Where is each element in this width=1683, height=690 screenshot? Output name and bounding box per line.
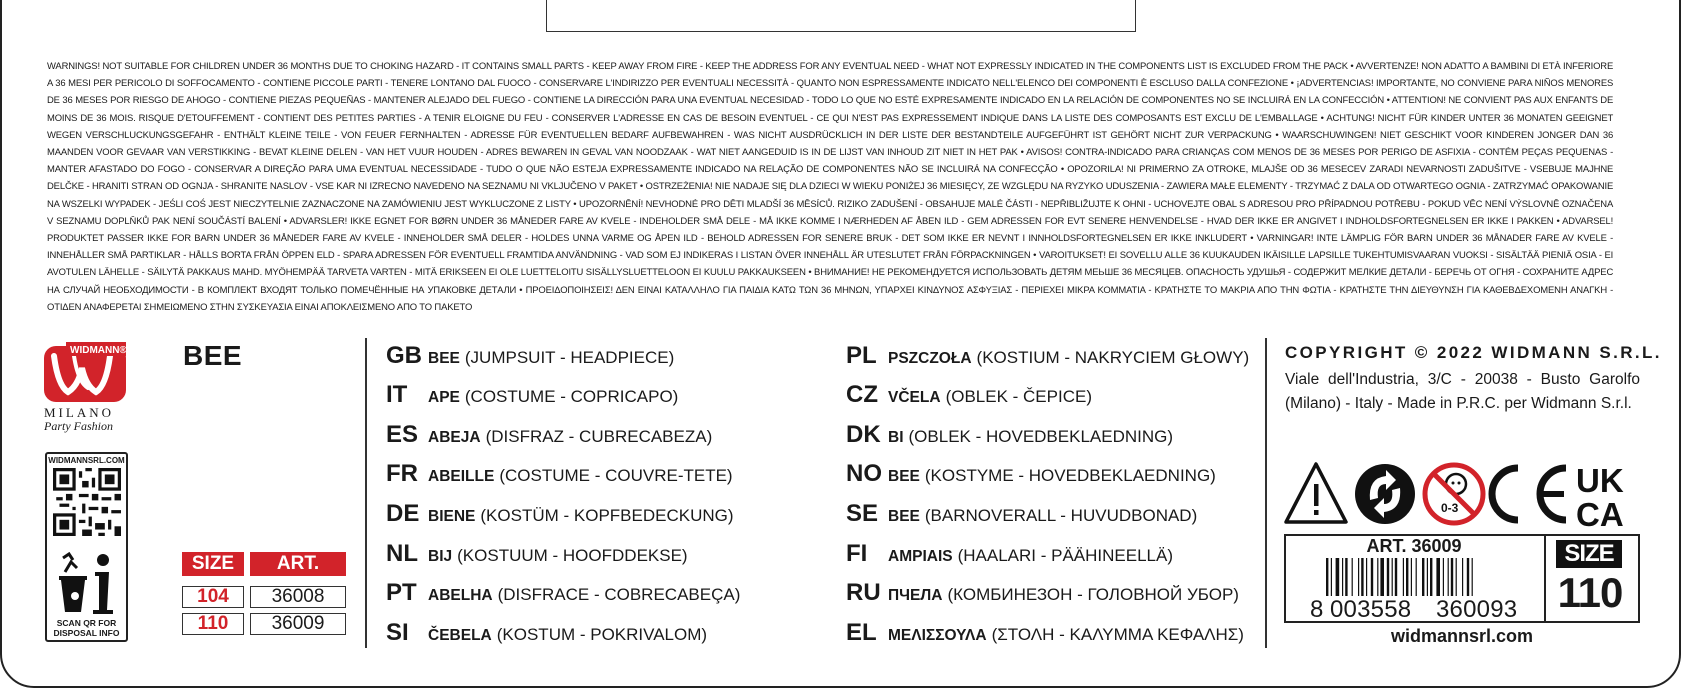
lang-code: FI bbox=[846, 540, 868, 567]
barcode-bar bbox=[1436, 558, 1440, 596]
language-row-dk bbox=[846, 421, 1173, 447]
size-badge-value: 110 bbox=[1557, 569, 1623, 616]
lang-code: PT bbox=[386, 579, 417, 606]
lang-code: ES bbox=[386, 421, 419, 448]
lang-name: ČEBELA bbox=[428, 627, 492, 644]
scan-line-1: SCAN QR FOR bbox=[56, 618, 117, 628]
lang-code: PL bbox=[846, 342, 877, 369]
language-row-nl bbox=[386, 540, 688, 566]
language-row-es bbox=[386, 421, 712, 447]
lang-desc: (COSTUME - COUVRE-TETE) bbox=[499, 466, 733, 485]
lang-code: SE bbox=[846, 500, 879, 527]
barcode-first-digit: 8 bbox=[1310, 596, 1324, 623]
lang-desc: (OBLEK - HOVEDBEKLAEDNING) bbox=[908, 427, 1174, 446]
barcode-bar bbox=[1406, 558, 1408, 596]
lang-code: DK bbox=[846, 421, 881, 448]
language-row-fr bbox=[386, 460, 733, 486]
language-row-ru bbox=[846, 579, 1239, 605]
not-for-under-3-icon bbox=[1425, 465, 1483, 523]
lang-name: ABEILLE bbox=[428, 468, 495, 485]
language-row-fi bbox=[846, 540, 1173, 566]
lang-name: PSZCZOŁA bbox=[888, 350, 972, 367]
barcode-icon bbox=[1324, 558, 1534, 596]
qr-disposal-panel bbox=[45, 452, 128, 642]
safety-warnings-text: WARNINGS! NOT SUITABLE FOR CHILDREN UNDER 36 MONTHS DUE TO CHOKING HAZARD - IT CONTAINS SMALL PARTS - KEEP AWAY FROM FIRE - KEEP THE ADDRESS FOR ANY EVENTUAL NEED - WHAT NOT EXPRESSLY INDICATED IN THE COMPONENTS LIST IS EXCLUDED FROM THE PACK • AVVERTENZE! NON ADATTO A BAMBINI DI ETÀ INFERIORE A 36 MESI PER PERICOLO DI SOFFOCAMENTO - CONTIENE PICCOLE PARTI - TENERE LONTANO DAL FUOCO - CONSERVARE L'INDIRIZZO PER EVENTUALI NECESSITÀ - QUANTO NON ESPRESSAMENTE INDICATO NELL'ELENCO DEI COMPONENTI È ESCLUSO DALLA CONFEZIONE • ¡ADVERTENCIAS! IMPORTANTE, NO CONVIENE PARA NIÑOS MENORES DE 36 MESES POR RIESGO DE AHOGO - CONTIENE PIEZAS PEQUEÑAS - MANTENER ALEJADO DEL FUEGO - CONTIENE LA DIRECCIÓN PARA UNA EVENTUAL NECESIDAD - TODO LO QUE NO ESTÉ EXPRESAMENTE INDICADO EN LA RELACIÓN DE COMPONENTES NO SE INCLUIRÁ EN LA CONFECCIÓN • ATTENTION! NE CONVIENT PAS AUX ENFANTS DE MOINS DE 36 MOIS. RISQUE D'ETOUFFEMENT - CONTIENT DES PETITES PARTIES - A TENIR ELOIGNE DU FEU - CONSERVER L'ADRESSE EN CAS DE BESOIN EVENTUEL - CE QUI N'EST PAS EXPRESSEMENT INDIQUE DANS LA LISTE DES COMPOSANTS EST EXCLU DE L'EMBALLAGE • ACHTUNG! NICHT FÜR KINDER UNTER 36 MONATEN GEEIGNET WEGEN VERSCHLUCKUNGSGEFAHR - ENTHÄLT KLEINE TEILE - VON FEUER FERNHALTEN - ADRESSE FÜR EVENTUELLEN BEDARF AUFBEWAHREN - WAS NICHT AUSDRÜCKLICH IN DER LISTE DER BESTANDTEILE AUFGEFÜHRT IST GEHÖRT NICHT ZUR VERPACKUNG • WAARSCHUWINGEN! NIET GESCHIKT VOOR KINDEREN JONGER DAN 36 MAANDEN VOOR GEVAAR VAN VERSTIKKING - BEVAT KLEINE DELEN - VAN HET VUUR HOUDEN - ADRES BEWAREN IN GEVAL VAN NOODZAAK - WAT NIET AANGEDUID IS IN DE LIJST VAN INHOUD ZIT NIET IN HET PAK • AVISOS! CONTRA-INDICADO PARA CRIANÇAS COM MENOS DE 36 MESES POR PERIGO DE ASFIXIA - CONTÉM PEÇAS PEQUENAS - MANTER AFASTADO DO FOGO - CONSERVAR A DIREÇÃO PARA UMA EVENTUAL NECESSIDADE - TUDO O QUE NÃO ESTEJA EXPRESSAMENTE INDICADO NA RELAÇÃO DE COMPONENTES NÃO SE INCLUIRÁ NA CONFECÇÃO • OPOZORILA! NI PRIMERNO ZA OTROKE, MLAJŠE OD 36 MESECEV ZARADI NEVARNOSTI ZADUŠITVE - VSEBUJE MAJHNE DELČKE - HRANITI STRAN OD OGNJA - SHRANITE NASLOV - VSE KAR NI IZRECNO NAVEDENO NA SEZNAMU NI VKLJUČENO V PAKET • OSTRZEŻENIA! NIE NADAJE SIĘ DLA DZIECI W WIEKU PONIŻEJ 36 MIESIĘCY, ZE WZGLĘDU NA RYZYKO UDUSZENIA - ZAWIERA MAŁE ELEMENTY - TRZYMAĆ Z DALA OD OTWARTEGO OGNIA - ZATRZYMAĆ OPAKOWANIE NA WSZELKI WYPADEK - JEŚLI COŚ JEST NIECZYTELNIE ZAZNACZONE NA ZAMÓWIENIU JEST WYKLUCZONE Z LISTY • UPOZORNĚNÍ! NEVHODNÉ PRO DĚTI MLADŠÍ 36 MĚSÍCŮ. RIZIKO ZADUŠENÍ - OBSAHUJE MALÉ ČÁSTI - NEPŘIBLIŽUJTE K OHNI - UCHOVEJTE OBAL S ADRESOU PRO PŘÍPADNOU POTŘEBU - POKUD VĚC NENÍ VÝSLOVNĚ OZNAČENA V SEZNAMU DOPLŇKŮ PAK NENÍ SOUČÁSTÍ BALENÍ • ADVARSLER! IKKE EGNET FOR BØRN UNDER 36 MÅNEDER FARE AV KVELE - INDEHOLDER SMÅ DELE - MÅ IKKE KOMME I NÆRHEDEN AF ÅBEN ILD - GEM ADRESSEN FOR EVT SENERE HENVENDELSE - HVAD DER IKKE ER ANGIVET I INDHOLDSFORTEGNELSEN ER IKKE I PAKKEN • ADVARSEL! PRODUKTET PASSER IKKE FOR BARN UNDER 36 MÅNEDER FARE AV KVELE - INNEHOLDER SMÅ DELER - HOLDES UNNA VARME OG ÅPEN ILD - BEHOLD ADRESSEN FOR SENERE BRUK - DET SOM IKKE ER NEVNT I INNHOLDSFORTEGNELSEN ER IKKE INKLUDERT • VARNINGAR! INTE LÄMPLIG FÖR BARN UNDER 36 MÅNADER FARE AV KVELE - INNEHÅLLER SMÅ PARTIKLAR - HÅLLS BORTA FRÅN ÖPPEN ELD - SPARA ADRESSEN FÖR EVENTUELL FRAMTIDA ANVÄNDNING - VAD SOM EJ INDIKERAS I LISTAN ÖVER INNEHÅLL ÄR UTESLUTET FRÅN FÖRPACKNINGEN • VAROITUKSET! EI SOVELLU ALLE 36 KUUKAUDEN IKÄISILLE LAPSILLE TUKEHTUMISVAARAN VUOKSI - SISÄLTÄÄ PIENIÄ OSIA - EI AVOTULEN LÄHELLE - SÄILYTÄ PAKKAUS MAHD. MYÖHEMPÄÄ TARVETA VARTEN - MITÄ ERIKSEEN EI OLE LUETTELOITU SISÄLLYSLUETTELOON EI KUULU PAKKAUKSEEN • ВНИМАНИЕ! НЕ РЕКОМЕНДУЕТСЯ ИСПОЛЬЗОВАТЬ ДЕТЯМ МЕЬШЕ 36 МЕСЯЦЕВ. ОПАСНОСТЬ УДУШЬЯ - СОДЕРЖИТ МЕЛКИЕ ДЕТАЛИ - БЕРЕЧЬ ОТ ОГНЯ - СОХРАНИТЕ АДРЕС НА СЛУЧАЙ НЕОБХОДИМОСТИ - В КОМПЛЕКТ ВХОДЯТ ТОЛЬКО ПОМЕЧЁННЫЕ НА УПАКОВКЕ ДЕТАЛИ • ΠΡΟΕΙΔΟΠΟΙΗΣΕΙΣ! ΔΕΝ ΕΙΝΑΙ ΚΑΤΑΛΛΗΛΟ ΓΙΑ ΠΑΙΔΙΑ ΚΑΤΩ ΤΩΝ 36 ΜΗΝΩΝ, ΥΠΑΡΧΕΙ ΚΙΝΔΥΝΟΣ ΑΣΦΥΞΙΑΣ - ΠΕΡΙΕΧΕΙ ΜΙΚΡΑ ΚΟΜΜΑΤΙΑ - ΚΡΑΤΗΣΤΕ ΤΟ ΜΑΚΡΙΑ ΑΠΟ ΤΗΝ ΦΩΤΙΑ - ΚΡΑΤΗΣΤΕ ΤΗΝ ΔΙΕΥΘΥΝΣΗ ΓΙΑ ΚΑΘΕΒΔΕΧΟΜΕΝΗ ΑΝΑΓΚΗ - ΟΤΙΔΕΝ ΑΝΑΦΕΡΕΤΑΙ ΣΗΜΕΙΩΜΕΝΟ ΣΤΗΝ ΣΥΣΚΕΥΑΣΙΑ ΕΙΝΑΙ ΑΠΟΚΛΕΙΣΜΕΝΟ ΑΠΟ ΤΟ ΠΑΚΕΤΟ bbox=[47, 61, 1614, 313]
lang-name: BI bbox=[888, 429, 904, 446]
qr-url-label: WIDMANNSRL.COM bbox=[48, 456, 125, 465]
language-row-no bbox=[846, 460, 1216, 486]
lang-desc: (DISFRAZ - CUBRECABEZA) bbox=[485, 427, 713, 446]
lang-name: VČELA bbox=[888, 389, 941, 406]
size-cell: 110 bbox=[182, 613, 244, 635]
language-row-si bbox=[386, 619, 707, 645]
language-row-pl bbox=[846, 342, 1249, 368]
barcode-bar bbox=[1411, 558, 1412, 596]
barcode-bar bbox=[1422, 558, 1424, 596]
language-row-cz bbox=[846, 381, 1092, 407]
lang-code: RU bbox=[846, 579, 881, 606]
language-row-gb bbox=[386, 342, 674, 368]
warning-icon bbox=[1286, 464, 1346, 522]
lang-code: NL bbox=[386, 540, 418, 567]
barcode-bar bbox=[1467, 558, 1469, 596]
barcode-group-2: 360093 bbox=[1436, 596, 1518, 623]
lang-desc: (ΣΤΟΛΗ - ΚΑΛΥΜΜΑ ΚΕΦΑΛΗΣ) bbox=[991, 625, 1244, 644]
lang-code: GB bbox=[386, 342, 422, 369]
art-cell: 36009 bbox=[250, 613, 346, 635]
barcode-bar bbox=[1403, 558, 1404, 596]
scan-line-2: DISPOSAL INFO bbox=[53, 628, 120, 638]
art-header: ART. bbox=[250, 552, 346, 576]
barcode-bar bbox=[1352, 558, 1353, 596]
lang-name: BEE bbox=[888, 468, 920, 485]
size-header: SIZE bbox=[182, 552, 244, 576]
language-row-el bbox=[846, 619, 1244, 645]
lang-name: AMPIAIS bbox=[888, 548, 953, 565]
website-url[interactable]: widmannsrl.com bbox=[1390, 626, 1534, 646]
copyright-title: COPYRIGHT © 2022 WIDMANN S.R.L. bbox=[1285, 343, 1662, 362]
barcode-bar bbox=[1326, 558, 1328, 596]
size-badge-label: SIZE bbox=[1556, 540, 1622, 568]
qr-code-icon[interactable] bbox=[53, 468, 121, 536]
scan-qr-text bbox=[47, 618, 126, 638]
barcode-bar bbox=[1342, 558, 1343, 596]
barcode-bar bbox=[1345, 558, 1347, 596]
lang-desc: (DISFRACE - COBRECABEÇA) bbox=[497, 585, 741, 604]
barcode-divider bbox=[1544, 536, 1546, 621]
column-divider bbox=[1265, 338, 1267, 648]
language-row-pt bbox=[386, 579, 740, 605]
lang-desc: (HAALARI - PÄÄHINEELLÄ) bbox=[957, 546, 1174, 565]
barcode-bar bbox=[1443, 558, 1444, 596]
lang-desc: (KOSTYME - HOVEDBEKLAEDNING) bbox=[924, 466, 1216, 485]
lang-name: APE bbox=[428, 389, 460, 406]
copyright-address: Viale dell'Industria, 3/C - 20038 - Busto Garolfo (Milano) - Italy - Made in P.R.C. per Widmann S.r.l. bbox=[1285, 371, 1640, 412]
lang-desc: (COSTUME - COPRICAPO) bbox=[464, 387, 679, 406]
lang-desc: (KOSTUM - POKRIVALOM) bbox=[496, 625, 708, 644]
column-divider bbox=[365, 338, 367, 648]
lang-name: BIJ bbox=[428, 548, 453, 565]
barcode-bar bbox=[1448, 558, 1449, 596]
logo-text: WIDMANN® bbox=[70, 345, 127, 356]
lang-name: BIENE bbox=[428, 508, 476, 525]
barcode-bar bbox=[1395, 558, 1397, 596]
barcode-bar bbox=[1416, 558, 1417, 596]
barcode-bar bbox=[1358, 558, 1359, 596]
art-cell: 36008 bbox=[250, 586, 346, 608]
ukca-line-2: CA bbox=[1576, 496, 1624, 528]
lang-desc: (KOSTIUM - NAKRYCIEM GŁOWY) bbox=[976, 348, 1250, 367]
barcode-bar bbox=[1361, 558, 1363, 596]
lang-code: CZ bbox=[846, 381, 878, 408]
age-label: 0-3 bbox=[1441, 501, 1459, 515]
article-number: ART. 36009 bbox=[1366, 536, 1462, 556]
lang-name: ПЧЕЛА bbox=[888, 587, 943, 604]
barcode-bar bbox=[1451, 558, 1453, 596]
lang-name: ABEJA bbox=[428, 429, 481, 446]
barcode-bar bbox=[1380, 558, 1384, 596]
lang-code: NO bbox=[846, 460, 882, 487]
brand-tagline: Party Fashion bbox=[44, 419, 113, 433]
lang-code: FR bbox=[386, 460, 418, 487]
barcode-bar bbox=[1462, 558, 1463, 596]
lang-desc: (OBLEK - ČEPICE) bbox=[945, 387, 1092, 406]
barcode-bar bbox=[1366, 558, 1367, 596]
brand-city: MILANO bbox=[44, 405, 114, 420]
barcode-bar bbox=[1430, 558, 1432, 596]
barcode-panel bbox=[1284, 534, 1640, 623]
lang-desc: (КОМБИНЕЗОН - ГОЛОВНОЙ УБОР) bbox=[947, 585, 1239, 604]
lang-desc: (KOSTUUM - HOOFDDEKSE) bbox=[457, 546, 688, 565]
barcode-bar bbox=[1456, 558, 1457, 596]
top-window-frame bbox=[546, 0, 1136, 32]
barcode-bar bbox=[1371, 558, 1373, 596]
language-row-se bbox=[846, 500, 1197, 526]
barcode-bar bbox=[1331, 558, 1332, 596]
compliance-symbols bbox=[1282, 460, 1640, 528]
size-cell: 104 bbox=[182, 586, 244, 608]
language-row-it bbox=[386, 381, 678, 407]
lang-name: ΜΕΛΙΣΣΟΥΛΑ bbox=[888, 627, 987, 644]
green-dot-icon bbox=[1355, 464, 1415, 524]
lang-desc: (JUMPSUIT - HEADPIECE) bbox=[464, 348, 675, 367]
barcode-bar bbox=[1387, 558, 1389, 596]
lang-code: EL bbox=[846, 619, 877, 646]
lang-name: BEE bbox=[888, 508, 920, 525]
recycle-bin-info-icon bbox=[55, 550, 121, 616]
ukca-line-1: UK bbox=[1576, 462, 1624, 499]
widmann-logo bbox=[44, 342, 134, 404]
barcode-bar bbox=[1472, 558, 1473, 596]
lang-code: IT bbox=[386, 381, 408, 408]
lang-name: ABELHA bbox=[428, 587, 493, 604]
lang-desc: (BARNOVERALL - HUVUDBONAD) bbox=[924, 506, 1198, 525]
barcode-bar bbox=[1336, 558, 1340, 596]
lang-name: BEE bbox=[428, 350, 460, 367]
language-row-de bbox=[386, 500, 734, 526]
ukca-mark-icon bbox=[1576, 462, 1624, 528]
barcode-group-1: 003558 bbox=[1330, 596, 1412, 623]
barcode-bar bbox=[1377, 558, 1378, 596]
ce-mark-icon bbox=[1492, 468, 1566, 520]
barcode-bar bbox=[1427, 558, 1428, 596]
lang-code: DE bbox=[386, 500, 420, 527]
product-name: BEE bbox=[183, 340, 243, 371]
lang-desc: (KOSTÜM - KOPFBEDECKUNG) bbox=[480, 506, 734, 525]
lang-code: SI bbox=[386, 619, 409, 646]
barcode-bar bbox=[1392, 558, 1393, 596]
